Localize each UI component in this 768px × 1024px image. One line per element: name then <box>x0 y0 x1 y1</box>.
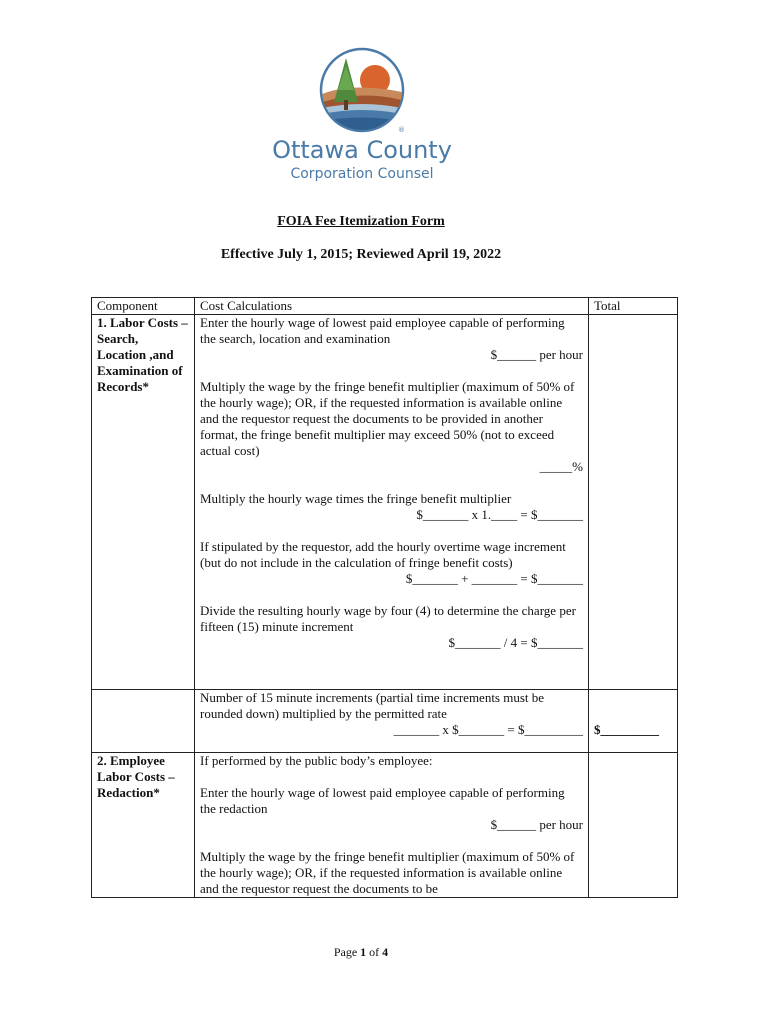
page-label: Page <box>333 945 361 959</box>
cost-calculations-cell <box>195 753 589 898</box>
table-row <box>92 315 678 690</box>
increments-calculation-blank: _______ x $_______ = $_________ <box>393 722 583 737</box>
instruction-text: Divide the resulting hourly wage by four (4) to determine the charge per fifteen (15) minute increment <box>200 603 576 634</box>
logo-subtitle: Corporation Counsel <box>290 166 434 182</box>
effective-date: Effective July 1, 2015; Reviewed April 19, 2022 <box>220 247 502 262</box>
total-labor-search: $_________ <box>589 690 678 753</box>
cost-calculations-cell <box>195 315 589 690</box>
county-logo <box>262 44 462 194</box>
page-footer <box>0 945 722 960</box>
component-labor-search: 1. Labor Costs – Search, Location ,and Examination of Records* <box>92 315 195 690</box>
page-number: 1 <box>360 945 367 959</box>
header-total: Total <box>589 298 678 315</box>
component-labor-redaction: 2. Employee Labor Costs – Redaction* <box>92 753 195 898</box>
instruction-text: Enter the hourly wage of lowest paid employee capable of performing the redaction <box>200 785 565 816</box>
overtime-calculation-blank: $_______ + _______ = $_______ <box>405 571 583 586</box>
of-label: of <box>366 945 383 959</box>
hourly-wage-blank: $______ per hour <box>490 347 583 362</box>
component-empty-cell <box>92 690 195 753</box>
instruction-text: Multiply the wage by the fringe benefit multiplier (maximum of 50% of the hourly wage); OR, if the requested information is available online and the requestor request the documents to be provided in another format, the fringe benefit multiplier may exceed 50% (not to exceed actual cost) <box>200 379 575 458</box>
increment-calculation-blank: $_______ / 4 = $_______ <box>448 635 583 650</box>
table-row <box>92 690 678 753</box>
table-row <box>92 753 678 898</box>
instruction-text: Enter the hourly wage of lowest paid employee capable of performing the search, location and examination <box>200 315 565 346</box>
page-total: 4 <box>382 945 389 959</box>
instruction-text: Number of 15 minute increments (partial time increments must be rounded down) multiplied by the permitted rate <box>200 690 545 721</box>
cost-calculations-cell <box>195 690 589 753</box>
instruction-text: Multiply the hourly wage times the fringe benefit multiplier <box>200 491 512 506</box>
total-cell <box>589 315 678 690</box>
instruction-text: Multiply the wage by the fringe benefit multiplier (maximum of 50% of the hourly wage); OR, if the requested information is available online and the requestor request the documents to be <box>200 849 575 896</box>
logo-name: Ottawa County <box>272 136 452 164</box>
registered-mark: ® <box>398 126 405 134</box>
page-title: FOIA Fee Itemization Form <box>277 214 445 229</box>
total-cell <box>589 753 678 898</box>
instruction-text: If stipulated by the requestor, add the hourly overtime wage increment (but do not include in the calculation of fringe benefit costs) <box>200 539 566 570</box>
fringe-calculation-blank: $_______ x 1.____ = $_______ <box>416 507 583 522</box>
header-component: Component <box>92 298 195 315</box>
fringe-percent-blank: _____% <box>539 459 583 474</box>
header-cost-calculations: Cost Calculations <box>195 298 589 315</box>
hourly-wage-blank: $______ per hour <box>490 817 583 832</box>
county-seal-icon <box>262 44 462 136</box>
table-header-row <box>92 298 678 315</box>
instruction-text: If performed by the public body’s employee: <box>200 753 433 768</box>
fee-itemization-table <box>91 297 678 898</box>
